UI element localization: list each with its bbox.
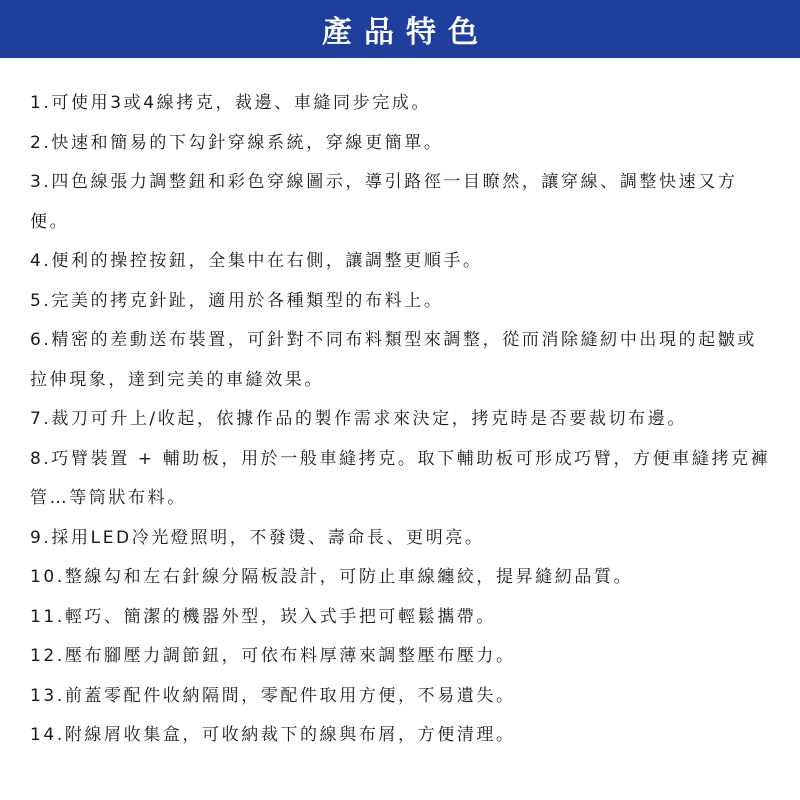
feature-item-13: 13.前蓋零配件收納隔間，零配件取用方便，不易遺失。 [30, 685, 516, 706]
feature-item-12: 12.壓布腳壓力調節鈕，可依布料厚薄來調整壓布壓力。 [30, 646, 516, 666]
feature-item-6: 6.精密的差動送布裝置，可針對不同布料類型來調整，從而消除縫紉中出現的起皺或拉伸現象，達到完美的車縫效果。 [30, 330, 758, 390]
feature-item-1: 1.可使用3或4線拷克，裁邊、車縫同步完成。 [30, 93, 432, 113]
feature-item-5: 5.完美的拷克針趾，適用於各種類型的布料上。 [30, 290, 444, 311]
feature-item-9: 9.採用LED冷光燈照明，不發燙、壽命長、更明亮。 [30, 527, 485, 548]
feature-item-3: 3.四色線張力調整鈕和彩色穿線圖示，導引路徑一目瞭然，讓穿線、調整快速又方便。 [30, 172, 738, 232]
feature-item-7: 7.裁刀可升上/收起，依據作品的製作需求來決定，拷克時是否要裁切布邊。 [30, 409, 687, 429]
feature-item-11: 11.輕巧、簡潔的機器外型，崁入式手把可輕鬆攜帶。 [30, 606, 497, 627]
feature-item-4: 4.便利的操控按鈕，全集中在右側，讓調整更順手。 [30, 251, 483, 271]
feature-item-2: 2.快速和簡易的下勾針穿線系統，穿線更簡單。 [30, 132, 444, 153]
page-title: 產品特色 [322, 15, 490, 50]
header-band [0, 0, 800, 58]
feature-item-8: 8.巧臂裝置 + 輔助板，用於一般車縫拷克。取下輔助板可形成巧臂，方便車縫拷克褲管…等筒狀布料。 [30, 448, 771, 508]
feature-list [30, 84, 775, 756]
feature-item-14: 14.附線屑收集盒，可收納裁下的線與布屑，方便清理。 [30, 725, 516, 745]
feature-item-10: 10.整線勾和左右針線分隔板設計，可防止車線纏絞，提昇縫紉品質。 [30, 567, 634, 587]
